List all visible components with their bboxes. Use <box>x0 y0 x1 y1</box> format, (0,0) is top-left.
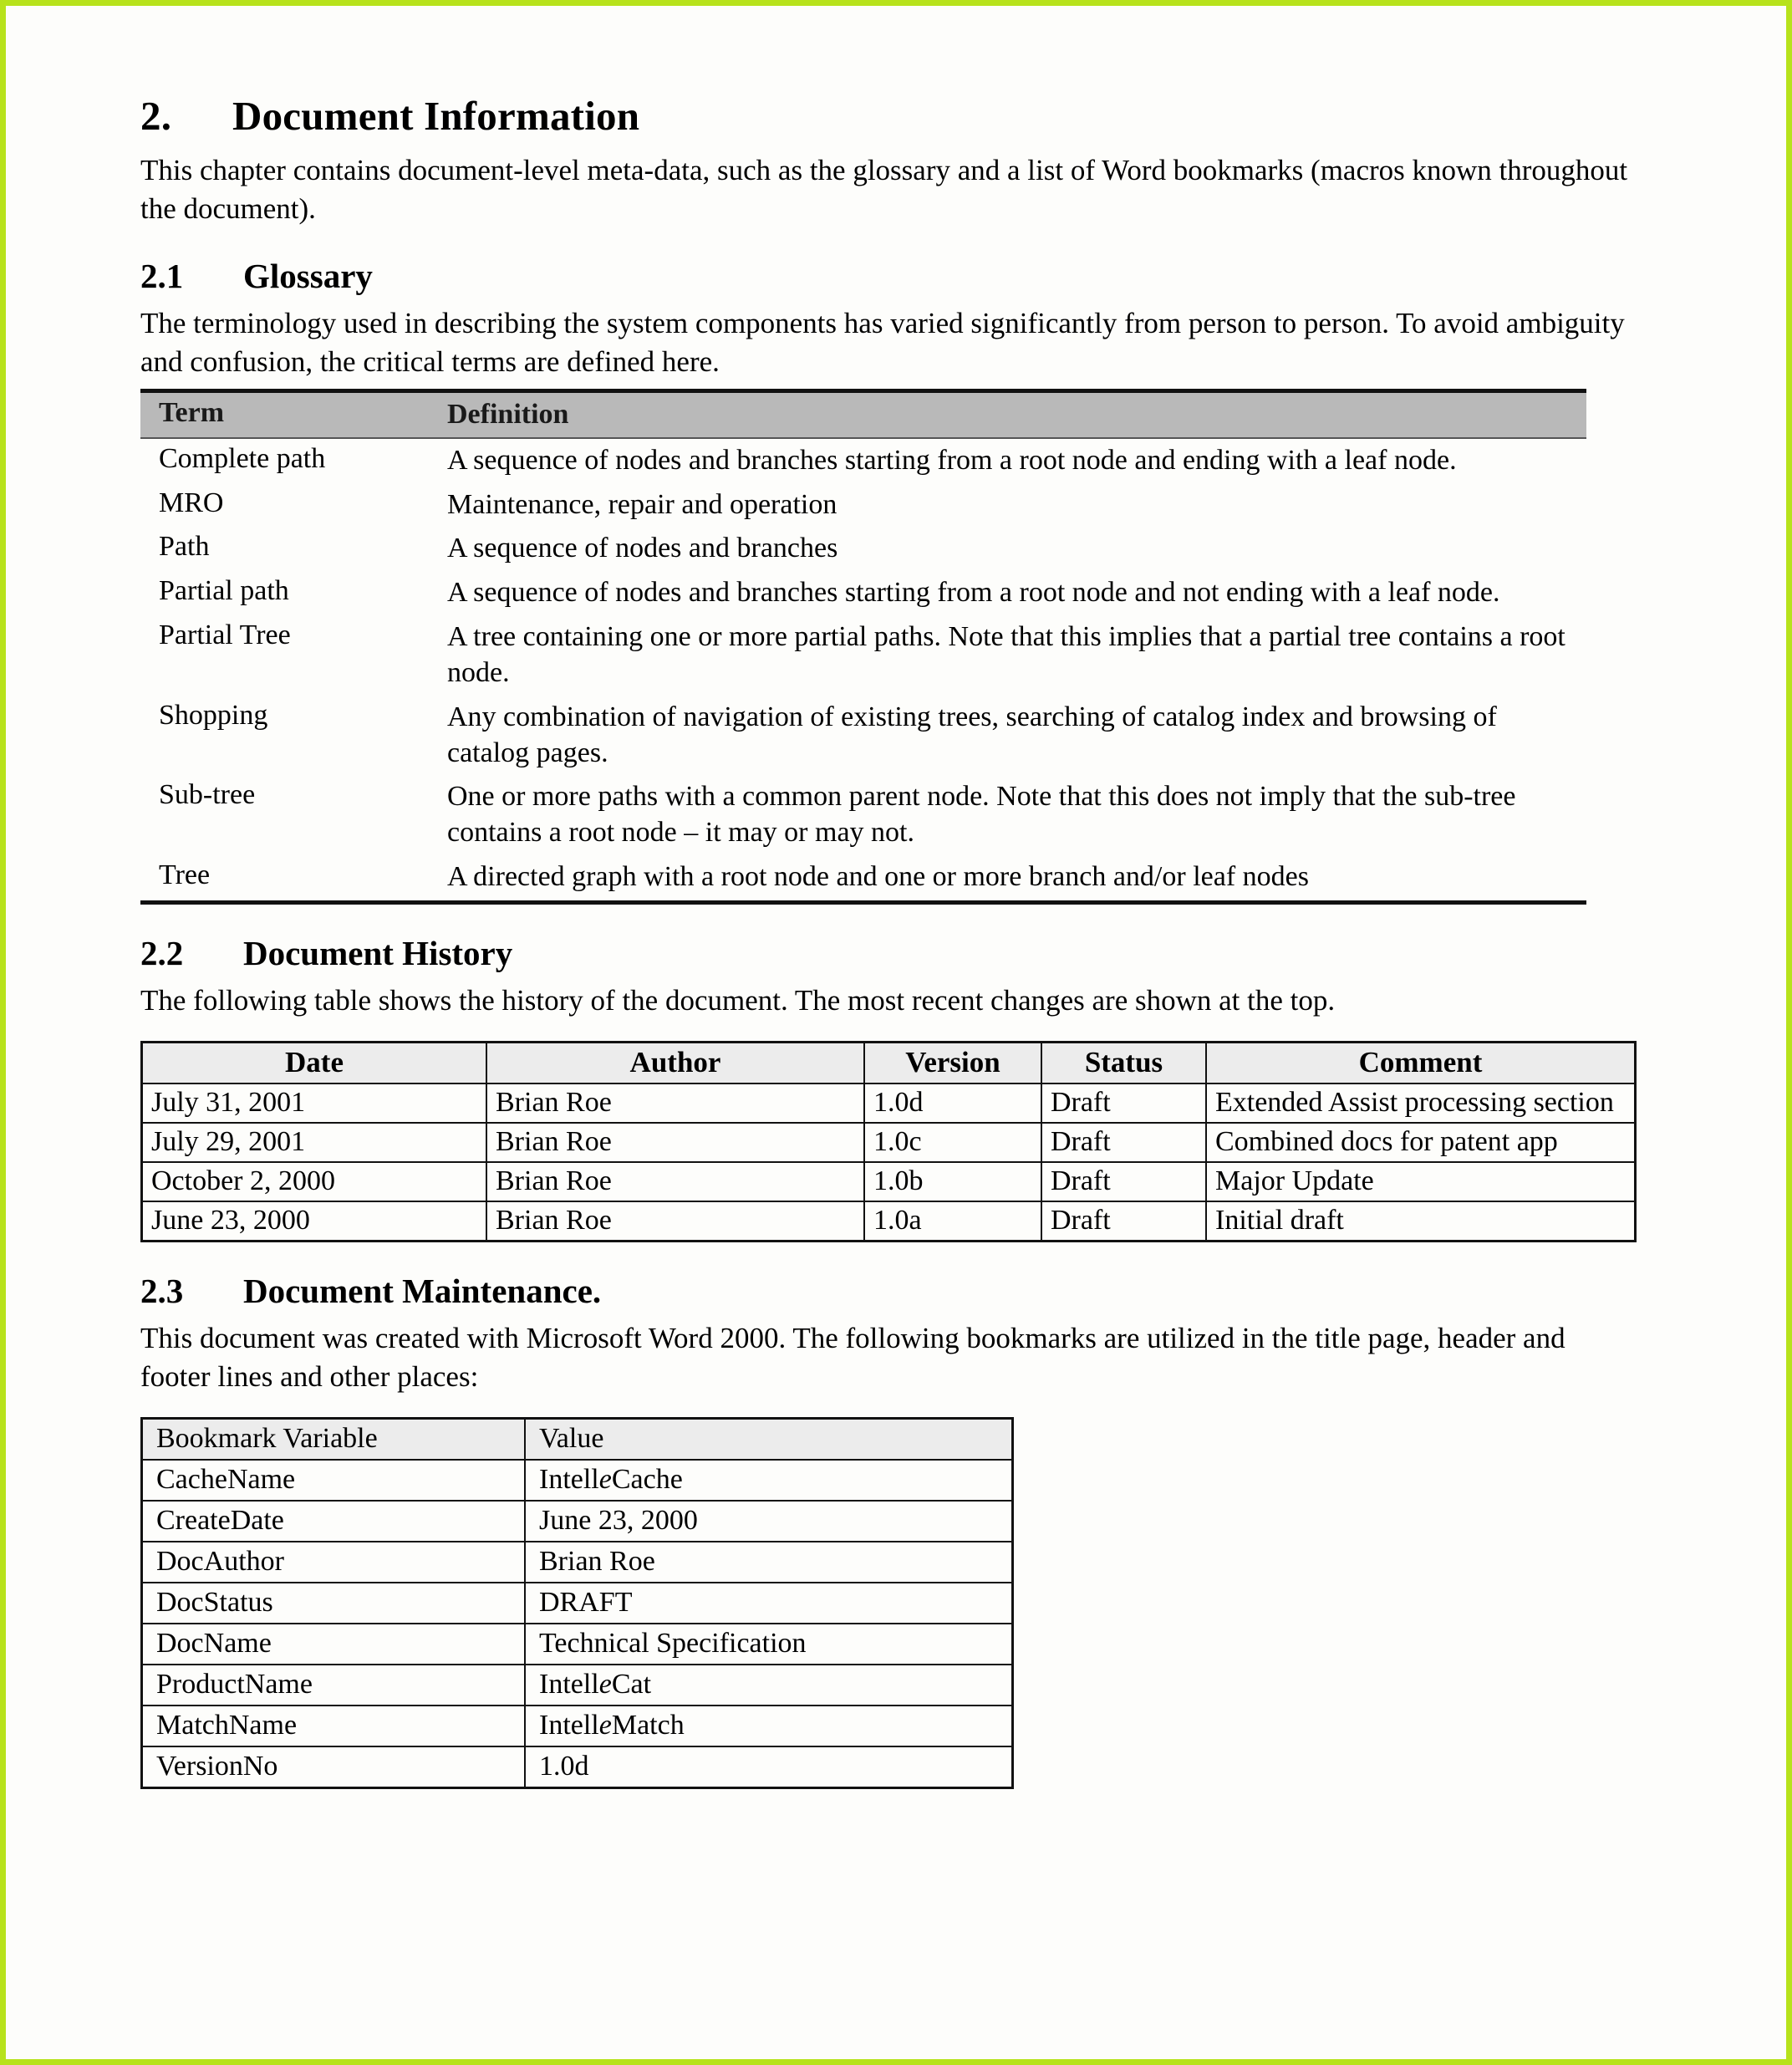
history-author: Brian Roe <box>486 1162 864 1201</box>
history-comment: Combined docs for patent app <box>1206 1123 1636 1162</box>
history-version: 1.0c <box>864 1123 1041 1162</box>
table-row <box>140 775 1586 855</box>
bookmark-variable: ProductName <box>142 1665 526 1706</box>
bookmark-value-pre: Intell <box>539 1710 599 1741</box>
bookmark-value-pre: DRAFT <box>539 1587 633 1619</box>
bookmark-value-pre: Intell <box>539 1669 599 1700</box>
bookmark-value-italic: e <box>598 1710 612 1741</box>
bookmark-variable: DocAuthor <box>142 1542 526 1583</box>
history-date: July 31, 2001 <box>142 1083 487 1123</box>
table-row <box>142 1542 1013 1583</box>
section-heading-document-history <box>140 933 1637 973</box>
table-row <box>140 696 1586 776</box>
table-row <box>140 483 1586 528</box>
bookmark-variable: CacheName <box>142 1460 526 1501</box>
bookmark-value-italic: e <box>598 1669 612 1700</box>
history-author: Brian Roe <box>486 1083 864 1123</box>
history-header-status: Status <box>1041 1043 1206 1084</box>
bookmark-value-pre: Intell <box>539 1464 599 1496</box>
table-row <box>142 1746 1013 1788</box>
history-author: Brian Roe <box>486 1123 864 1162</box>
history-version: 1.0b <box>864 1162 1041 1201</box>
glossary-term: Partial path <box>159 575 289 607</box>
history-comment: Major Update <box>1206 1162 1636 1201</box>
bookmark-value-italic: e <box>598 1464 612 1496</box>
bookmark-value-post: Cache <box>611 1464 683 1496</box>
bookmark-variable: CreateDate <box>142 1501 526 1542</box>
history-section-title: Document History <box>243 933 513 972</box>
bookmark-value <box>525 1583 1013 1624</box>
glossary-header-definition: Definition <box>447 391 1586 438</box>
maintenance-section-number: 2.3 <box>140 1272 184 1311</box>
chapter-title: Document Information <box>232 93 640 139</box>
maintenance-section-title: Document Maintenance. <box>243 1272 602 1311</box>
chapter-number: 2. <box>140 93 172 139</box>
glossary-term: Sub-tree <box>159 779 256 811</box>
glossary-definition: A sequence of nodes and branches starting from a root node and ending with a leaf node. <box>447 444 1457 476</box>
table-row <box>142 1123 1636 1162</box>
bookmark-value <box>525 1542 1013 1583</box>
history-version: 1.0d <box>864 1083 1041 1123</box>
bookmark-value <box>525 1665 1013 1706</box>
document-history-table <box>140 1041 1637 1242</box>
bookmark-value <box>525 1624 1013 1665</box>
history-status: Draft <box>1041 1162 1206 1201</box>
glossary-definition: A tree containing one or more partial paths. Note that this implies that a partial tree contains a root node. <box>447 621 1565 688</box>
glossary-definition: A sequence of nodes and branches <box>447 533 838 564</box>
history-comment: Initial draft <box>1206 1201 1636 1242</box>
table-row <box>142 1501 1013 1542</box>
glossary-definition: Maintenance, repair and operation <box>447 488 837 520</box>
page-content <box>140 92 1637 1789</box>
table-row <box>140 615 1586 696</box>
bookmarks-header-variable: Bookmark Variable <box>142 1419 526 1461</box>
page-title <box>140 92 1637 140</box>
glossary-term: MRO <box>159 487 224 518</box>
history-header-version: Version <box>864 1043 1041 1084</box>
bookmark-value-pre: 1.0d <box>539 1751 589 1782</box>
history-author: Brian Roe <box>486 1201 864 1242</box>
table-row <box>142 1083 1636 1123</box>
table-row <box>140 438 1586 483</box>
glossary-definition: One or more paths with a common parent node. Note that this does not imply that the sub-tree contains a root node – it may or may not. <box>447 781 1516 849</box>
table-row <box>142 1162 1636 1201</box>
history-date: June 23, 2000 <box>142 1201 487 1242</box>
history-status: Draft <box>1041 1123 1206 1162</box>
glossary-term: Partial Tree <box>159 620 291 651</box>
glossary-section-number: 2.1 <box>140 257 184 295</box>
bookmark-value-post: Match <box>611 1710 685 1741</box>
bookmark-variable-table <box>140 1417 1014 1789</box>
glossary-term: Shopping <box>159 699 268 731</box>
bookmark-value <box>525 1746 1013 1788</box>
bookmark-value-pre: June 23, 2000 <box>539 1505 698 1537</box>
table-row <box>140 571 1586 615</box>
table-row <box>142 1201 1636 1242</box>
glossary-intro: The terminology used in describing the system components has varied significantly from person to person. To avoid ambiguity and confusion, the critical terms are defined here. <box>140 307 1625 378</box>
glossary-definition: A directed graph with a root node and one or more branch and/or leaf nodes <box>447 855 1586 902</box>
chapter-intro: This chapter contains document-level meta-data, such as the glossary and a list of Word bookmarks (macros known throughout the document). <box>140 154 1628 225</box>
table-row <box>140 855 1586 902</box>
glossary-definition: A sequence of nodes and branches starting from a root node and not ending with a leaf node. <box>447 577 1500 609</box>
glossary-header-row <box>140 391 1586 438</box>
glossary-header-term: Term <box>140 391 447 438</box>
bookmark-value <box>525 1706 1013 1746</box>
history-comment: Extended Assist processing section <box>1206 1083 1636 1123</box>
maintenance-intro: This document was created with Microsoft Word 2000. The following bookmarks are utilized in the title page, header and footer lines and other places: <box>140 1322 1565 1393</box>
table-row <box>142 1624 1013 1665</box>
history-header-row <box>142 1043 1636 1084</box>
table-row <box>142 1583 1013 1624</box>
glossary-definition: Any combination of navigation of existing trees, searching of catalog index and browsing of catalog pages. <box>447 701 1497 768</box>
table-row <box>142 1706 1013 1746</box>
glossary-table <box>140 389 1586 905</box>
history-header-author: Author <box>486 1043 864 1084</box>
table-row <box>142 1460 1013 1501</box>
history-version: 1.0a <box>864 1201 1041 1242</box>
glossary-term: Complete path <box>159 442 326 474</box>
bookmark-value-pre: Brian Roe <box>539 1546 655 1578</box>
bookmark-variable: MatchName <box>142 1706 526 1746</box>
bookmark-value-pre: Technical Specification <box>539 1628 807 1660</box>
section-heading-glossary <box>140 256 1637 296</box>
history-date: July 29, 2001 <box>142 1123 487 1162</box>
glossary-term: Tree <box>140 855 447 902</box>
bookmark-variable: VersionNo <box>142 1746 526 1788</box>
bookmark-value <box>525 1460 1013 1501</box>
bookmark-value-post: Cat <box>611 1669 652 1700</box>
bookmarks-header-row <box>142 1419 1013 1461</box>
glossary-term: Path <box>159 531 210 563</box>
bookmark-variable: DocName <box>142 1624 526 1665</box>
history-status: Draft <box>1041 1083 1206 1123</box>
history-date: October 2, 2000 <box>142 1162 487 1201</box>
history-status: Draft <box>1041 1201 1206 1242</box>
history-header-comment: Comment <box>1206 1043 1636 1084</box>
history-header-date: Date <box>142 1043 487 1084</box>
bookmarks-header-value: Value <box>525 1419 1013 1461</box>
bookmark-variable: DocStatus <box>142 1583 526 1624</box>
table-row <box>142 1665 1013 1706</box>
table-row <box>140 527 1586 571</box>
section-heading-document-maintenance <box>140 1271 1637 1311</box>
bookmark-value <box>525 1501 1013 1542</box>
history-section-number: 2.2 <box>140 933 184 972</box>
history-intro: The following table shows the history of the document. The most recent changes are shown at the top. <box>140 983 1336 1017</box>
glossary-section-title: Glossary <box>243 257 373 295</box>
